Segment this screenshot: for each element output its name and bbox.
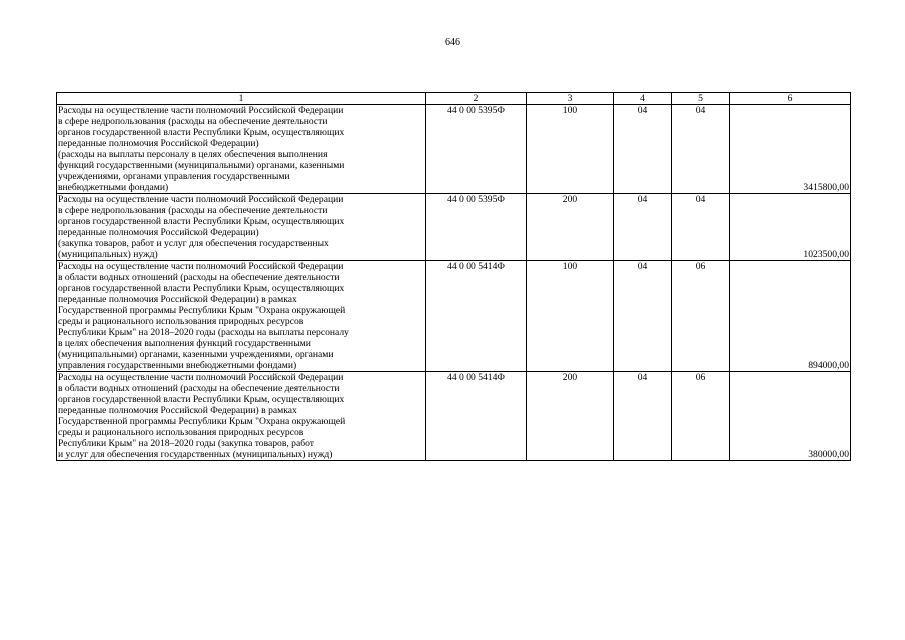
description-line: Государственной программы Республики Крым "Охрана окружающей — [58, 305, 346, 316]
description-line: переданные полномочия Российской Федерации) — [58, 138, 259, 149]
col3-cell: 100 — [527, 261, 614, 372]
budget-table — [56, 92, 851, 461]
table-row — [57, 105, 851, 194]
description-line: функций государственными (муниципальными) органами, казенными — [58, 160, 345, 171]
description-line: органов государственной власти Республики Крым, осуществляющих — [58, 283, 345, 294]
description-line: внебюджетными фондами) — [58, 182, 169, 193]
header-cell-6: 6 — [730, 93, 851, 105]
description-line: в сфере недропользования (расходы на обеспечение деятельности — [58, 205, 328, 216]
code-cell: 44 0 00 5395Ф — [426, 105, 527, 194]
description-line: в области водных отношений (расходы на обеспечение деятельности — [58, 272, 340, 283]
table-header-row — [57, 93, 851, 105]
description-line: переданные полномочия Российской Федерации) — [58, 227, 259, 238]
col5-cell: 04 — [672, 194, 730, 261]
amount-cell: 894000,00 — [730, 261, 851, 372]
description-line: управления государственными внебюджетными фондами) — [58, 360, 297, 371]
amount-cell: 3415800,00 — [730, 105, 851, 194]
header-cell-5: 5 — [672, 93, 730, 105]
col4-cell: 04 — [614, 261, 672, 372]
col4-cell: 04 — [614, 372, 672, 461]
description-line: и услуг для обеспечения государственных (муниципальных) нужд) — [58, 449, 333, 460]
description-line: среды и рационального использования природных ресурсов — [58, 427, 304, 438]
table-row — [57, 194, 851, 261]
header-cell-3: 3 — [527, 93, 614, 105]
header-cell-4: 4 — [614, 93, 672, 105]
description-line: Расходы на осуществление части полномочий Российской Федерации — [58, 194, 344, 205]
description-line: Республики Крым" на 2018–2020 годы (расходы на выплаты персоналу — [58, 327, 349, 338]
description-line: среды и рационального использования природных ресурсов — [58, 316, 304, 327]
description-cell — [57, 261, 426, 372]
description-cell — [57, 372, 426, 461]
col5-cell: 04 — [672, 105, 730, 194]
description-line: в целях обеспечения выполнения функций государственными — [58, 338, 311, 349]
amount-cell: 1023500,00 — [730, 194, 851, 261]
description-line: в сфере недропользования (расходы на обеспечение деятельности — [58, 116, 328, 127]
description-cell — [57, 105, 426, 194]
description-line: органов государственной власти Республики Крым, осуществляющих — [58, 394, 345, 405]
col3-cell: 100 — [527, 105, 614, 194]
description-line: переданные полномочия Российской Федерации) в рамках — [58, 405, 297, 416]
description-line: (расходы на выплаты персоналу в целях обеспечения выполнения — [58, 149, 328, 160]
col5-cell: 06 — [672, 372, 730, 461]
description-line: Республики Крым" на 2018–2020 годы (закупка товаров, работ — [58, 438, 314, 449]
code-cell: 44 0 00 5414Ф — [426, 261, 527, 372]
description-line: учреждениями, органами управления государственными — [58, 171, 290, 182]
description-line: органов государственной власти Республики Крым, осуществляющих — [58, 127, 345, 138]
col4-cell: 04 — [614, 194, 672, 261]
col3-cell: 200 — [527, 372, 614, 461]
amount-cell: 380000,00 — [730, 372, 851, 461]
description-line: Расходы на осуществление части полномочий Российской Федерации — [58, 372, 344, 383]
col5-cell: 06 — [672, 261, 730, 372]
page-number: 646 — [445, 37, 460, 48]
description-line: в области водных отношений (расходы на обеспечение деятельности — [58, 383, 340, 394]
code-cell: 44 0 00 5414Ф — [426, 372, 527, 461]
description-line: (закупка товаров, работ и услуг для обеспечения государственных — [58, 238, 329, 249]
description-line: Расходы на осуществление части полномочий Российской Федерации — [58, 105, 344, 116]
description-line: (муниципальных) нужд) — [58, 249, 158, 260]
col4-cell: 04 — [614, 105, 672, 194]
description-cell — [57, 194, 426, 261]
code-cell: 44 0 00 5395Ф — [426, 194, 527, 261]
table-row — [57, 261, 851, 372]
header-cell-1: 1 — [57, 93, 426, 105]
description-line: (муниципальными) органами, казенными учреждениями, органами — [58, 349, 334, 360]
description-line: Государственной программы Республики Крым "Охрана окружающей — [58, 416, 346, 427]
table-row — [57, 372, 851, 461]
description-line: органов государственной власти Республики Крым, осуществляющих — [58, 216, 345, 227]
col3-cell: 200 — [527, 194, 614, 261]
description-line: переданные полномочия Российской Федерации) в рамках — [58, 294, 297, 305]
header-cell-2: 2 — [426, 93, 527, 105]
description-line: Расходы на осуществление части полномочий Российской Федерации — [58, 261, 344, 272]
